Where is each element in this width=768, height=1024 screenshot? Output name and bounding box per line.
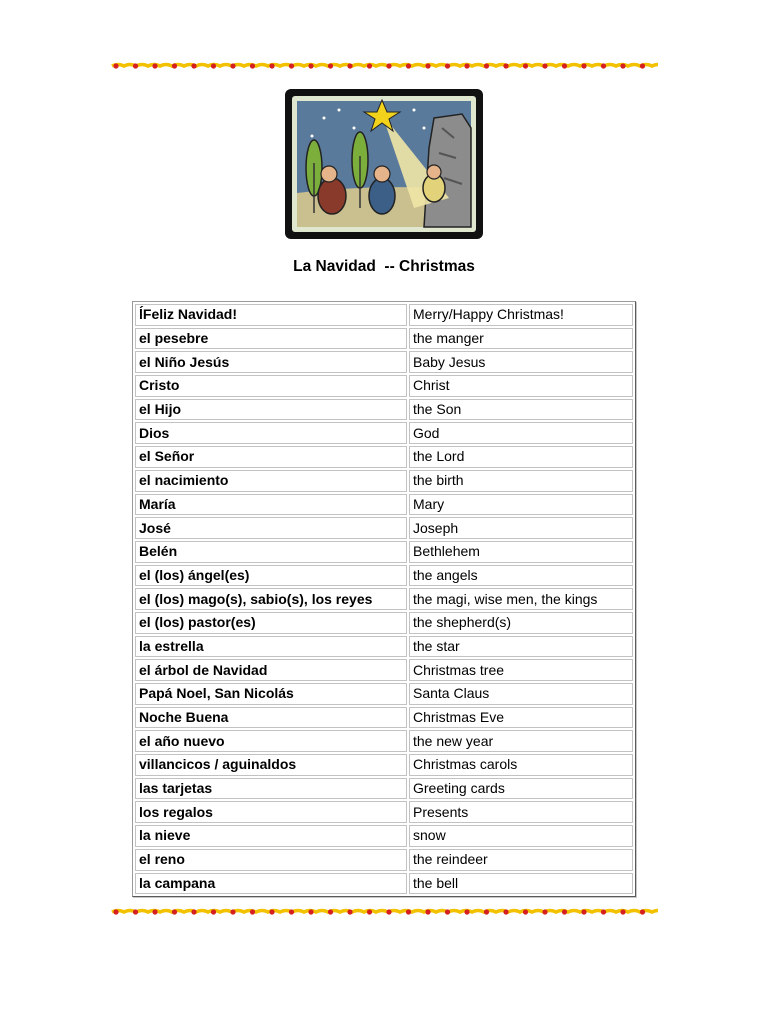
spanish-term: Noche Buena — [135, 707, 407, 729]
english-translation: the Lord — [409, 446, 633, 468]
spanish-term: Dios — [135, 422, 407, 444]
english-translation: the Son — [409, 399, 633, 421]
english-translation: Greeting cards — [409, 778, 633, 800]
english-translation: Santa Claus — [409, 683, 633, 705]
english-translation: Mary — [409, 494, 633, 516]
table-row — [135, 565, 633, 587]
table-row — [135, 659, 633, 681]
table-row — [135, 494, 633, 516]
page-title: La Navidad -- Christmas — [293, 258, 475, 275]
english-translation: Merry/Happy Christmas! — [409, 304, 633, 326]
spanish-term: el pesebre — [135, 328, 407, 350]
table-row — [135, 470, 633, 492]
table-row — [135, 517, 633, 539]
table-row — [135, 304, 633, 326]
table-row — [135, 422, 633, 444]
spanish-term: Cristo — [135, 375, 407, 397]
english-translation: the birth — [409, 470, 633, 492]
spanish-term: los regalos — [135, 801, 407, 823]
english-translation: Christmas Eve — [409, 707, 633, 729]
spanish-term: María — [135, 494, 407, 516]
table-row — [135, 849, 633, 871]
english-translation: Christmas tree — [409, 659, 633, 681]
spanish-term: ĺFeliz Navidad! — [135, 304, 407, 326]
english-translation: Christmas carols — [409, 754, 633, 776]
english-translation: the manger — [409, 328, 633, 350]
table-row — [135, 778, 633, 800]
spanish-term: el Señor — [135, 446, 407, 468]
table-row — [135, 707, 633, 729]
spanish-term: el árbol de Navidad — [135, 659, 407, 681]
spanish-term: villancicos / aguinaldos — [135, 754, 407, 776]
table-row — [135, 683, 633, 705]
table-row — [135, 730, 633, 752]
garland-border-icon — [110, 58, 658, 74]
spanish-term: Papá Noel, San Nicolás — [135, 683, 407, 705]
english-translation: Presents — [409, 801, 633, 823]
table-row — [135, 825, 633, 847]
vocabulary-table — [132, 301, 636, 897]
spanish-term: el Hijo — [135, 399, 407, 421]
english-translation: the angels — [409, 565, 633, 587]
table-row — [135, 636, 633, 658]
spanish-term: Belén — [135, 541, 407, 563]
spanish-term: las tarjetas — [135, 778, 407, 800]
spanish-term: la nieve — [135, 825, 407, 847]
spanish-term: el nacimiento — [135, 470, 407, 492]
english-translation: snow — [409, 825, 633, 847]
spanish-term: el año nuevo — [135, 730, 407, 752]
spanish-term: José — [135, 517, 407, 539]
garland-border-icon — [110, 904, 658, 920]
spanish-term: el reno — [135, 849, 407, 871]
nativity-scene-icon — [284, 88, 484, 240]
english-translation: Joseph — [409, 517, 633, 539]
spanish-term: el (los) pastor(es) — [135, 612, 407, 634]
english-translation: the reindeer — [409, 849, 633, 871]
spanish-term: la campana — [135, 873, 407, 895]
english-translation: the bell — [409, 873, 633, 895]
english-translation: God — [409, 422, 633, 444]
table-row — [135, 801, 633, 823]
spanish-term: la estrella — [135, 636, 407, 658]
table-row — [135, 351, 633, 373]
spanish-term: el (los) mago(s), sabio(s), los reyes — [135, 588, 407, 610]
english-translation: Christ — [409, 375, 633, 397]
table-row — [135, 328, 633, 350]
table-row — [135, 541, 633, 563]
table-row — [135, 375, 633, 397]
english-translation: the new year — [409, 730, 633, 752]
table-row — [135, 754, 633, 776]
english-translation: the star — [409, 636, 633, 658]
english-translation: the shepherd(s) — [409, 612, 633, 634]
spanish-term: el Niño Jesús — [135, 351, 407, 373]
table-row — [135, 873, 633, 895]
spanish-term: el (los) ángel(es) — [135, 565, 407, 587]
english-translation: the magi, wise men, the kings — [409, 588, 633, 610]
table-row — [135, 446, 633, 468]
table-row — [135, 588, 633, 610]
table-row — [135, 612, 633, 634]
english-translation: Bethlehem — [409, 541, 633, 563]
english-translation: Baby Jesus — [409, 351, 633, 373]
table-row — [135, 399, 633, 421]
